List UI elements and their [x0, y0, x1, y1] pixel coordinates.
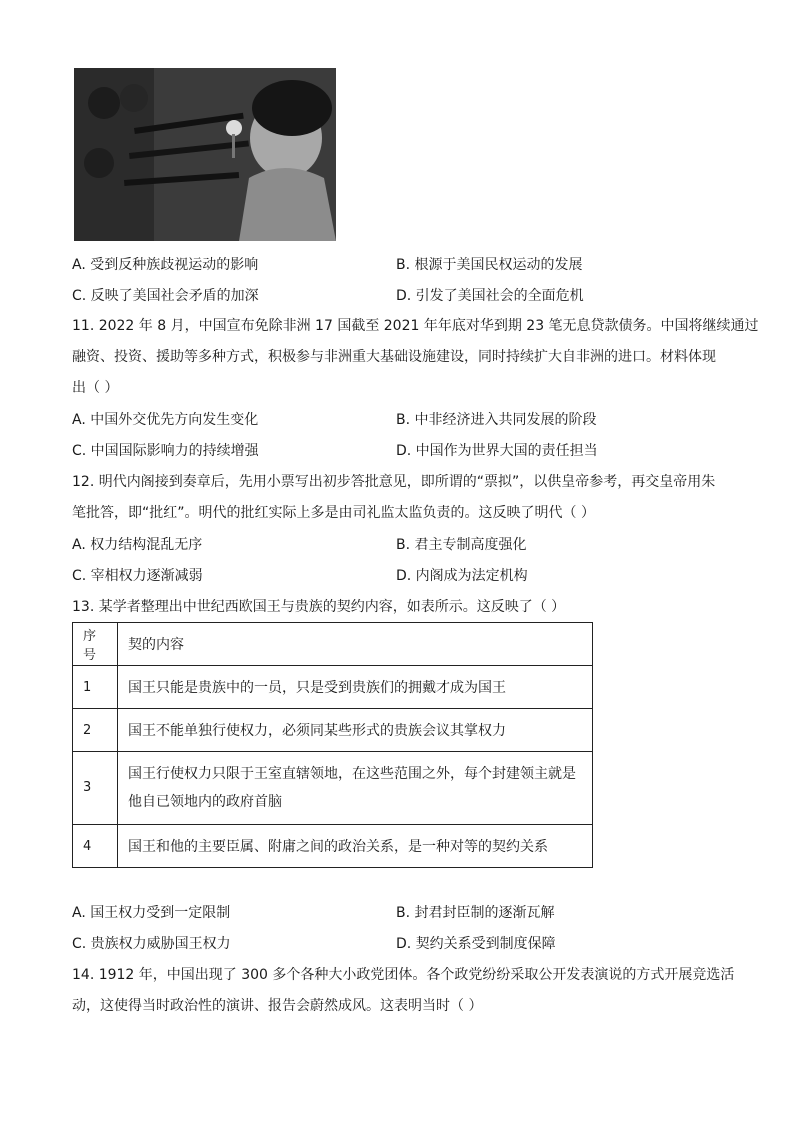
table-cell-num: 2	[73, 709, 118, 752]
q13-option-c: C. 贵族权力威胁国王权力	[72, 936, 231, 952]
table-header-row	[73, 623, 593, 666]
q13-option-b: B. 封君封臣制的逐渐瓦解	[396, 905, 555, 921]
table-header-cell: 契的内容	[118, 623, 593, 666]
table-cell-num: 3	[73, 752, 118, 825]
q11-option-d: D. 中国作为世界大国的责任担当	[396, 443, 598, 459]
q14-stem-line: 14. 1912 年，中国出现了 300 多个各种大小政党团体。各个政党纷纷采取公开发表演说的方式开展竞选活	[72, 967, 735, 983]
q13-option-d: D. 契约关系受到制度保障	[396, 936, 556, 952]
q11-stem	[72, 311, 759, 404]
table-row	[73, 825, 593, 868]
photo-illustration	[74, 68, 336, 241]
q12-option-a: A. 权力结构混乱无序	[72, 537, 203, 553]
table-row	[73, 752, 593, 825]
table-header-cell: 序号	[73, 623, 118, 666]
q11-option-a: A. 中国外交优先方向发生变化	[72, 412, 259, 428]
q14-stem	[72, 960, 735, 1022]
table-cell-content: 国王不能单独行使权力，必须同某些形式的贵族会议其掌权力	[118, 709, 593, 752]
q10-option-d: D. 引发了美国社会的全面危机	[396, 288, 584, 304]
table-cell-line: 他自已领地内的政府首脑	[128, 794, 282, 810]
q11-stem-line: 融资、投资、援助等多种方式，积极参与非洲重大基础设施建设，同时持续扩大自非洲的进口。材料体现	[72, 349, 716, 365]
table-cell-content: 国王和他的主要臣属、附庸之间的政治关系，是一种对等的契约关系	[118, 825, 593, 868]
q13-stem: 13. 某学者整理出中世纪西欧国王与贵族的契约内容，如表所示。这反映了（ ）	[72, 599, 566, 615]
q12-stem	[72, 467, 732, 529]
q12-option-c: C. 宰相权力逐渐减弱	[72, 568, 203, 584]
table-cell-line: 国王行使权力只限于王室直辖领地，在这些范围之外，每个封建领主就是	[128, 766, 576, 782]
table-row	[73, 666, 593, 709]
protest-photo	[74, 68, 336, 241]
q12-stem-line: 笔批答，即“批红”。明代的批红实际上多是由司礼监太监负责的。这反映了明代（ ）	[72, 505, 595, 521]
table-row	[73, 709, 593, 752]
q14-stem-line: 动，这使得当时政治性的演讲、报告会蔚然成风。这表明当时（ ）	[72, 998, 483, 1014]
q12-option-b: B. 君主专制高度强化	[396, 537, 527, 553]
q11-stem-line: 出（ ）	[72, 380, 119, 396]
q11-option-b: B. 中非经济进入共同发展的阶段	[396, 412, 597, 428]
table-cell-content: 国王只能是贵族中的一员，只是受到贵族们的拥戴才成为国王	[118, 666, 593, 709]
q11-option-c: C. 中国国际影响力的持续增强	[72, 443, 259, 459]
q13-option-a: A. 国王权力受到一定限制	[72, 905, 231, 921]
q10-option-c: C. 反映了美国社会矛盾的加深	[72, 288, 259, 304]
q10-option-a: A. 受到反种族歧视运动的影响	[72, 257, 259, 273]
q12-stem-line: 12. 明代内阁接到奏章后，先用小票写出初步答批意见，即所谓的“票拟”，以供皇帝参考，再交皇帝用朱	[72, 474, 716, 490]
table-cell-num: 4	[73, 825, 118, 868]
q12-option-d: D. 内阁成为法定机构	[396, 568, 528, 584]
q10-option-b: B. 根源于美国民权运动的发展	[396, 257, 583, 273]
table-cell-num: 1	[73, 666, 118, 709]
table-cell-content	[118, 752, 593, 825]
contract-table	[72, 622, 593, 868]
q11-stem-line: 11. 2022 年 8 月，中国宣布免除非洲 17 国截至 2021 年年底对华到期 23 笔无息贷款债务。中国将继续通过	[72, 318, 759, 334]
